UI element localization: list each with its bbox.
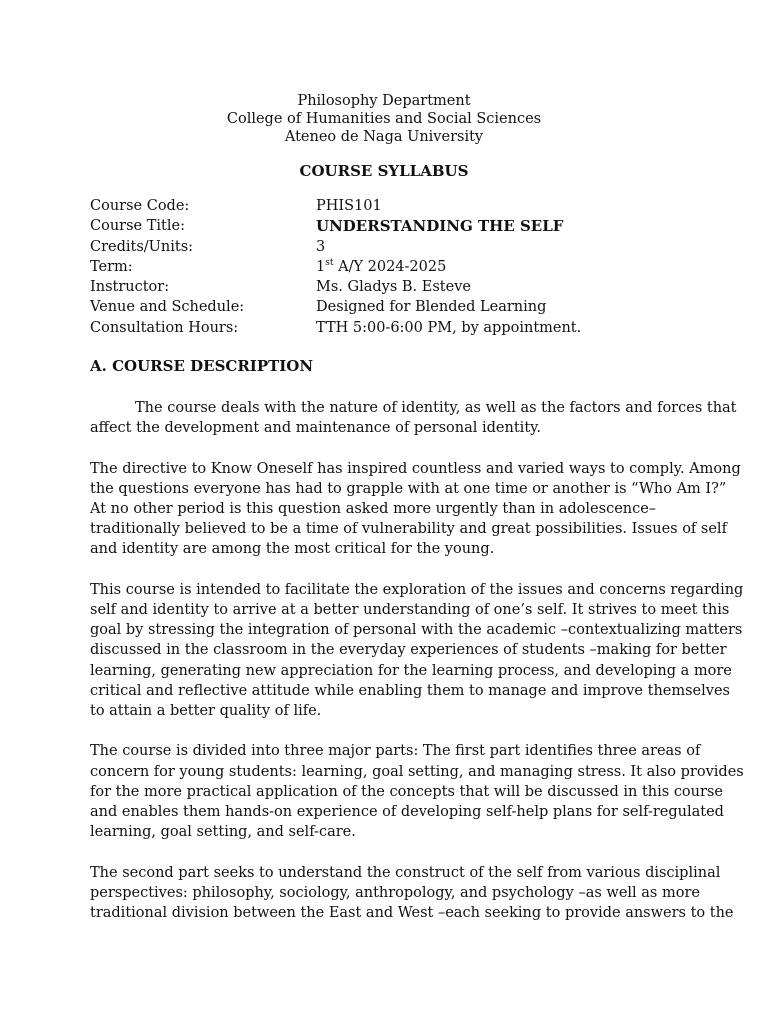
university-name: Ateneo de Naga University	[284, 129, 484, 145]
credits-row	[90, 237, 581, 257]
paragraph-line: The course is divided into three major parts: The first part identifies three areas of	[90, 743, 701, 760]
paragraph	[90, 459, 741, 560]
course-title-value: UNDERSTANDING THE SELF	[316, 217, 564, 236]
venue-value: Designed for Blended Learning	[316, 299, 547, 316]
consultation-label: Consultation Hours:	[90, 319, 239, 336]
paragraph-line: discussed in the classroom in the everyday experiences of students –making for better	[90, 642, 727, 659]
term-ordinal: st	[325, 258, 334, 269]
paragraph	[90, 741, 744, 842]
instructor-value: Ms. Gladys B. Esteve	[316, 279, 471, 296]
paragraph	[90, 580, 744, 721]
course-info-table	[90, 196, 581, 338]
paragraph-line: The directive to Know Oneself has inspired countless and varied ways to comply. Among	[90, 460, 741, 477]
paragraph-line: perspectives: philosophy, sociology, anthropology, and psychology –as well as more	[90, 884, 700, 901]
consultation-row	[90, 318, 581, 338]
course-title-label: Course Title:	[90, 218, 185, 235]
paragraph	[90, 863, 734, 924]
paragraph-line: traditionally believed to be a time of vulnerability and great possibilities. Issues of self	[90, 521, 727, 538]
term-number: 1	[316, 258, 326, 275]
paragraph-line: critical and reflective attitude while enabling them to manage and improve themselves	[90, 682, 730, 699]
document-header	[0, 92, 768, 146]
venue-row	[90, 297, 581, 317]
paragraph-line: affect the development and maintenance of personal identity.	[90, 420, 542, 437]
course-code-value: PHIS101	[316, 198, 382, 214]
paragraph-line: and identity are among the most critical for the young.	[90, 541, 495, 558]
term-row	[90, 257, 581, 277]
paragraph-line: The course deals with the nature of identity, as well as the factors and forces that	[135, 400, 737, 416]
course-description-body	[90, 398, 744, 943]
course-code-row	[90, 196, 581, 216]
paragraph-line: the questions everyone has had to grapple with at one time or another is “Who Am I?”	[90, 480, 727, 497]
course-code-label: Course Code:	[90, 198, 190, 214]
paragraph-line: traditional division between the East and West –each seeking to provide answers to the	[90, 905, 734, 922]
document-title: COURSE SYLLABUS	[299, 162, 469, 180]
section-heading: A. COURSE DESCRIPTION	[90, 357, 314, 375]
paragraph-line: The second part seeks to understand the construct of the self from various disciplinal	[90, 864, 721, 881]
college-name: College of Humanities and Social Sciences	[226, 111, 542, 127]
instructor-label: Instructor:	[90, 279, 170, 296]
paragraph-line: This course is intended to facilitate the exploration of the issues and concerns regarding	[90, 581, 744, 598]
paragraph-line: and enables them hands-on experience of developing self-help plans for self-regulated	[90, 804, 724, 821]
paragraph-line: learning, goal setting, and self-care.	[90, 824, 356, 841]
credits-label: Credits/Units:	[90, 238, 194, 255]
paragraph-line: learning, generating new appreciation for the learning process, and developing a more	[90, 662, 732, 679]
instructor-row	[90, 277, 581, 297]
term-label: Term:	[90, 258, 133, 275]
term-value	[316, 257, 446, 277]
paragraph-line: for the more practical application of the concepts that will be discussed in this course	[90, 783, 723, 800]
paragraph-line: to attain a better quality of life.	[90, 703, 322, 720]
paragraph-line: goal by stressing the integration of personal with the academic –contextualizing matters	[90, 622, 743, 639]
credits-value: 3	[316, 238, 326, 255]
venue-label: Venue and Schedule:	[90, 299, 245, 316]
consultation-value: TTH 5:00-6:00 PM, by appointment.	[316, 319, 582, 336]
department-name: Philosophy Department	[297, 93, 471, 109]
term-year: A/Y 2024-2025	[333, 258, 447, 275]
paragraph	[90, 398, 737, 438]
paragraph-line: At no other period is this question asked more urgently than in adolescence–	[90, 501, 657, 517]
course-title-row	[90, 216, 581, 236]
paragraph-line: concern for young students: learning, goal setting, and managing stress. It also provides	[90, 763, 744, 780]
paragraph-line: self and identity to arrive at a better understanding of one’s self. It strives to meet this	[90, 602, 730, 618]
